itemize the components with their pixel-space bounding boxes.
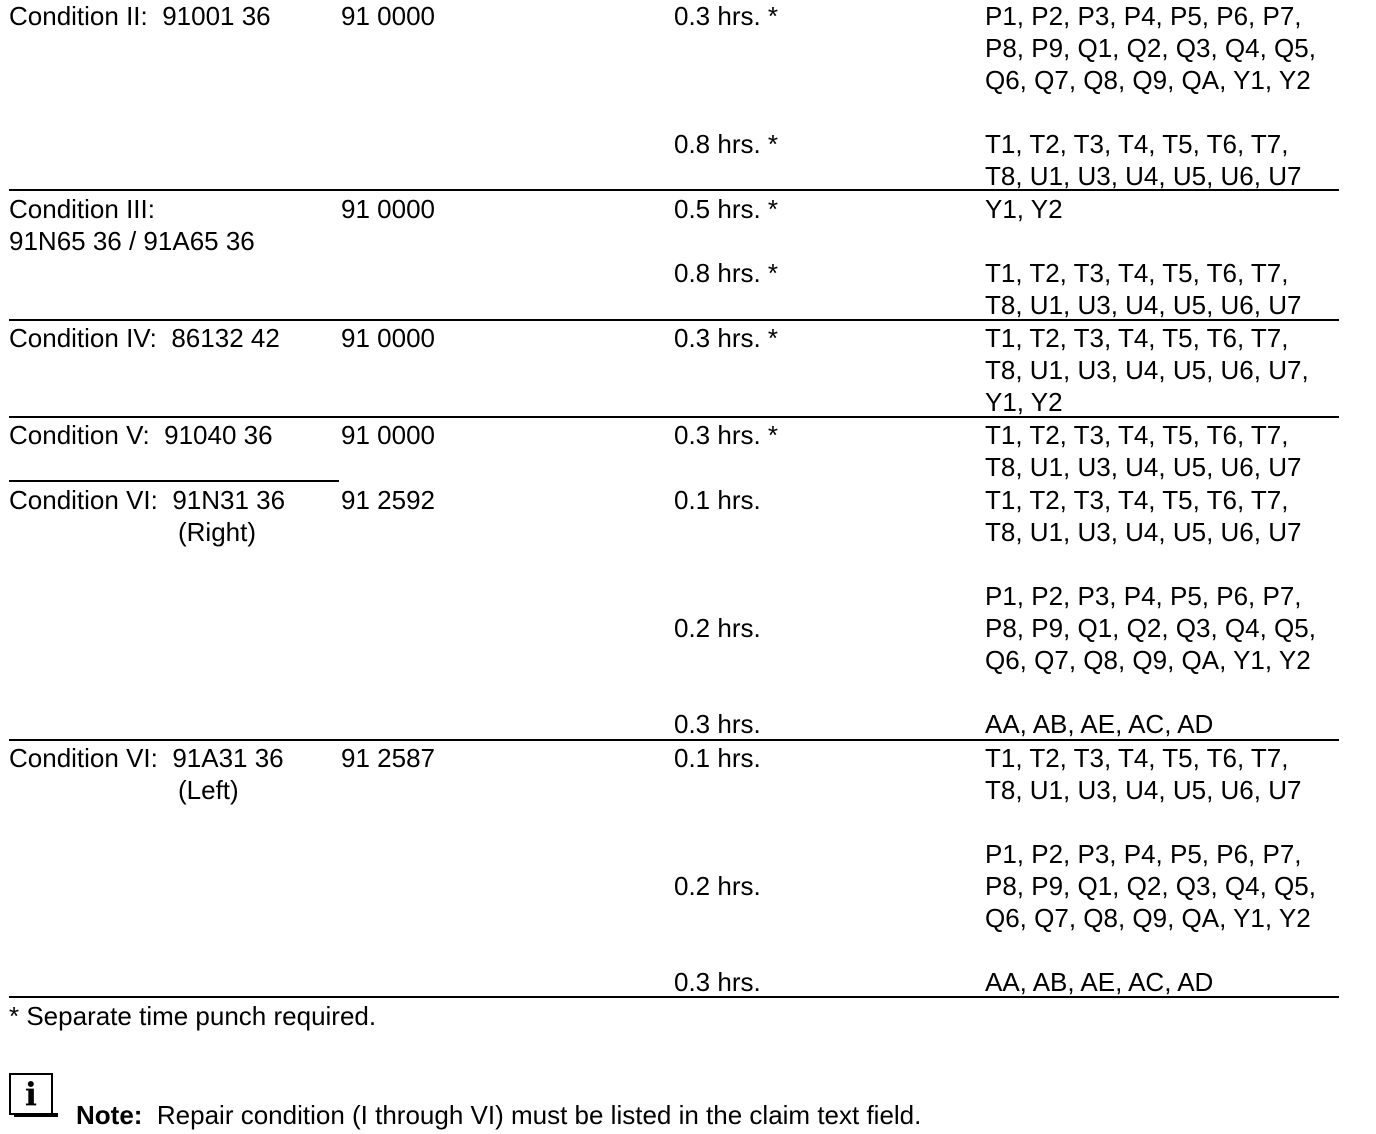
row-divider [9,416,1339,418]
row-divider [9,996,1339,998]
row-divider [9,189,1339,191]
condition-cell: Condition IV: 86132 42 [9,323,280,353]
condition-cell: (Right) [178,517,257,547]
labor-op-cell: 91 0000 [341,420,435,450]
time-cell: 0.2 hrs. [674,613,761,643]
codes-line: P8, P9, Q1, Q2, Q3, Q4, Q5, [985,613,1316,643]
time-cell: 0.3 hrs. [674,709,761,739]
codes-line: Q6, Q7, Q8, Q9, QA, Y1, Y2 [985,65,1311,95]
time-cell: 0.2 hrs. [674,871,761,901]
time-cell: 0.3 hrs. * [674,323,779,353]
time-cell: 0.3 hrs. * [674,1,779,31]
codes-line: P8, P9, Q1, Q2, Q3, Q4, Q5, [985,33,1316,63]
time-cell: 0.3 hrs. [674,967,761,997]
condition-cell: Condition V: 91040 36 [9,420,273,450]
labor-op-cell: 91 0000 [341,1,435,31]
codes-line: T1, T2, T3, T4, T5, T6, T7, [985,420,1289,450]
codes-line: P1, P2, P3, P4, P5, P6, P7, [985,839,1302,869]
codes-line: T1, T2, T3, T4, T5, T6, T7, [985,323,1289,353]
codes-line: P1, P2, P3, P4, P5, P6, P7, [985,581,1302,611]
codes-line: Q6, Q7, Q8, Q9, QA, Y1, Y2 [985,903,1311,933]
codes-line: T8, U1, U3, U4, U5, U6, U7 [985,517,1302,547]
row-divider [9,739,1339,741]
codes-line: T8, U1, U3, U4, U5, U6, U7 [985,290,1302,320]
row-divider [9,319,1339,321]
codes-line: AA, AB, AE, AC, AD [985,967,1214,997]
time-cell: 0.8 hrs. * [674,129,779,159]
condition-cell: Condition II: 91001 36 [9,1,271,31]
codes-line: T1, T2, T3, T4, T5, T6, T7, [985,485,1289,515]
note-text: Repair condition (I through VI) must be listed in the claim text field. [156,1100,922,1130]
condition-cell: Condition III: [9,194,155,224]
labor-op-cell: 91 0000 [341,323,435,353]
codes-line: P1, P2, P3, P4, P5, P6, P7, [985,1,1302,31]
codes-line: T8, U1, U3, U4, U5, U6, U7 [985,775,1302,805]
note [76,1099,921,1131]
labor-op-cell: 91 2592 [341,485,435,515]
codes-line: AA, AB, AE, AC, AD [985,709,1214,739]
row-divider [9,480,339,482]
time-cell: 0.1 hrs. [674,485,761,515]
time-cell: 0.8 hrs. * [674,258,779,288]
time-cell: 0.1 hrs. [674,743,761,773]
note-label: Note: [76,1100,143,1130]
codes-line: Y1, Y2 [985,387,1063,417]
codes-line: P8, P9, Q1, Q2, Q3, Q4, Q5, [985,871,1316,901]
time-cell: 0.5 hrs. * [674,194,779,224]
codes-line: T8, U1, U3, U4, U5, U6, U7 [985,161,1302,191]
codes-line: T8, U1, U3, U4, U5, U6, U7, [985,355,1309,385]
codes-line: T1, T2, T3, T4, T5, T6, T7, [985,258,1289,288]
labor-op-cell: 91 0000 [341,194,435,224]
codes-line: T8, U1, U3, U4, U5, U6, U7 [985,452,1302,482]
codes-line: T1, T2, T3, T4, T5, T6, T7, [985,129,1289,159]
condition-cell: (Left) [178,775,239,805]
codes-line: T1, T2, T3, T4, T5, T6, T7, [985,743,1289,773]
time-cell: 0.3 hrs. * [674,420,779,450]
condition-cell: Condition VI: 91A31 36 [9,743,284,773]
codes-line: Y1, Y2 [985,194,1063,224]
labor-op-cell: 91 2587 [341,743,435,773]
codes-line: Q6, Q7, Q8, Q9, QA, Y1, Y2 [985,645,1311,675]
condition-cell: Condition VI: 91N31 36 [9,485,286,515]
info-icon: i [9,1073,53,1115]
footnote: * Separate time punch required. [9,1001,377,1031]
condition-cell: 91N65 36 / 91A65 36 [9,226,255,256]
